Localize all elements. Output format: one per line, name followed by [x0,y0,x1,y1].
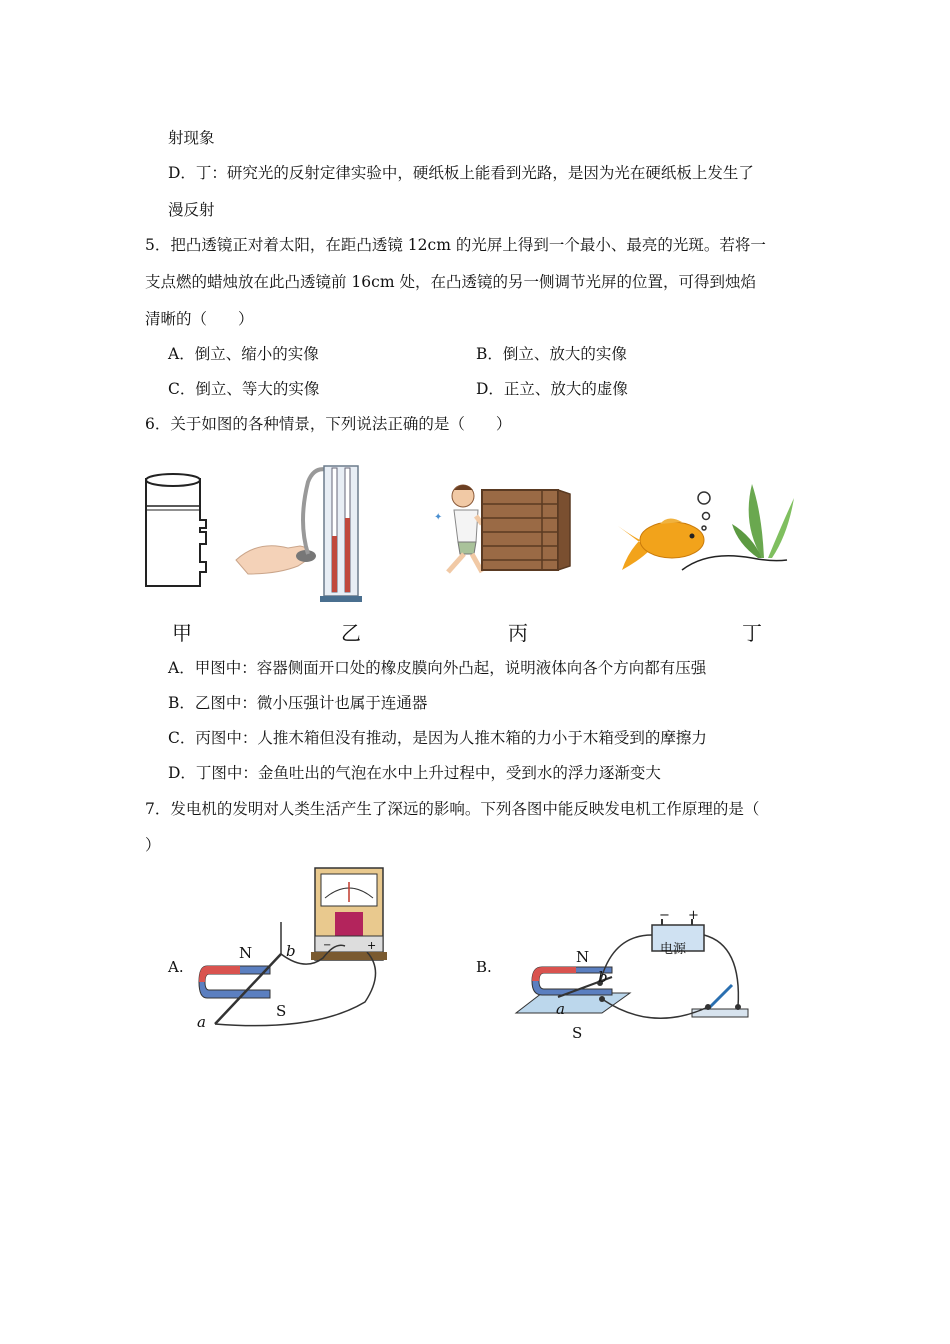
plant-leaf-2 [768,498,794,558]
liquid-left [332,536,337,592]
bubble-medium [703,513,710,520]
q7-stem-line1: 7．发电机的发明对人类生活产生了深远的影响。下列各图中能反映发电机工作原理的是（ [145,800,760,818]
bubble-small [702,526,706,530]
caption-ding: 丁 [742,621,762,645]
q6-option-b: B．乙图中：微小压强计也属于连通器 [168,694,428,712]
magnet-b-north [532,967,576,981]
q5-option-d: D．正立、放大的虚像 [476,380,628,398]
q7-fig-a-label: A. [168,958,184,976]
fish-body [640,522,704,558]
person-shorts [458,542,476,554]
wooden-box [482,490,558,570]
q6-option-a: A．甲图中：容器侧面开口处的橡皮膜向外凸起，说明液体向各个方向都有压强 [168,659,707,677]
svg-text:✦: ✦ [434,512,443,523]
q7-fig-b-label: B. [476,958,492,976]
q5-stem-line3: 清晰的（ ） [145,310,254,328]
container-rim [146,474,200,486]
q5-option-c: C．倒立、等大的实像 [168,380,320,398]
caption-yi: 乙 [341,621,361,645]
svg-text:−: − [323,940,332,951]
q7-fig-b-a: a [556,1000,565,1018]
bubble-large [698,492,710,504]
q4-option-c-continuation: 射现象 [168,129,215,147]
fish-eye [690,534,695,539]
switch-lever [708,985,732,1009]
push-box-figure [430,480,575,580]
q4-option-d-line2: 漫反射 [168,201,215,219]
q4-option-d-line1: D．丁：研究光的反射定律实验中，硬纸板上能看到光路，是因为光在硬纸板上发生了 [168,164,754,182]
q6-option-d: D．丁图中：金鱼吐出的气泡在水中上升过程中，受到水的浮力逐渐变大 [168,764,661,782]
q7-fig-b-b: b [598,968,608,986]
container-outline [146,478,206,586]
caption-jia: 甲 [172,621,192,645]
gauge-stand [320,596,362,602]
base-board [516,993,630,1013]
q7-fig-a-b: b [286,942,296,960]
wire-to-power [600,935,652,983]
q5-stem-line2: 支点燃的蜡烛放在此凸透镜前 16cm 处，在凸透镜的另一侧调节光屏的位置，可得到烛焰 [145,273,756,291]
container-figure [140,470,210,590]
liquid-right [345,518,350,592]
galvanometer-coil [335,912,363,936]
q6-option-c: C．丙图中：人推木箱但没有推动，是因为人推木箱的力小于木箱受到的摩擦力 [168,729,707,747]
q7-fig-a-s: S [276,1002,287,1020]
goldfish-figure [612,474,802,584]
q7-stem-line2: ） [145,836,161,854]
q7-fig-b-plus: + [688,908,699,923]
motor-figure-b [502,905,752,1035]
wire-a-to-meter [215,952,376,1026]
q7-fig-a-a: a [197,1013,206,1031]
person-leg-back [448,554,464,572]
person-leg-front [472,554,482,572]
q7-fig-a-n: N [239,944,253,962]
svg-text:+: + [367,939,377,952]
q5-stem-line1: 5．把凸透镜正对着太阳，在距凸透镜 12cm 的光屏上得到一个最小、最亮的光斑。若将一 [145,236,766,254]
pressure-gauge-figure [228,462,378,607]
q7-fig-b-minus: − [659,908,670,923]
q5-option-b: B．倒立、放大的实像 [476,345,627,363]
person-shirt [454,510,478,542]
q7-fig-b-s: S [572,1024,583,1042]
caption-bing: 丙 [508,621,528,645]
box-side [558,490,570,570]
q6-stem: 6．关于如图的各种情景，下列说法正确的是（ ） [145,415,512,433]
q7-fig-b-power: 电源 [660,942,687,957]
conductor-rod [215,954,281,1024]
q5-option-a: A．倒立、缩小的实像 [168,345,319,363]
q7-fig-b-n: N [576,948,590,966]
gauge-board [324,466,358,596]
